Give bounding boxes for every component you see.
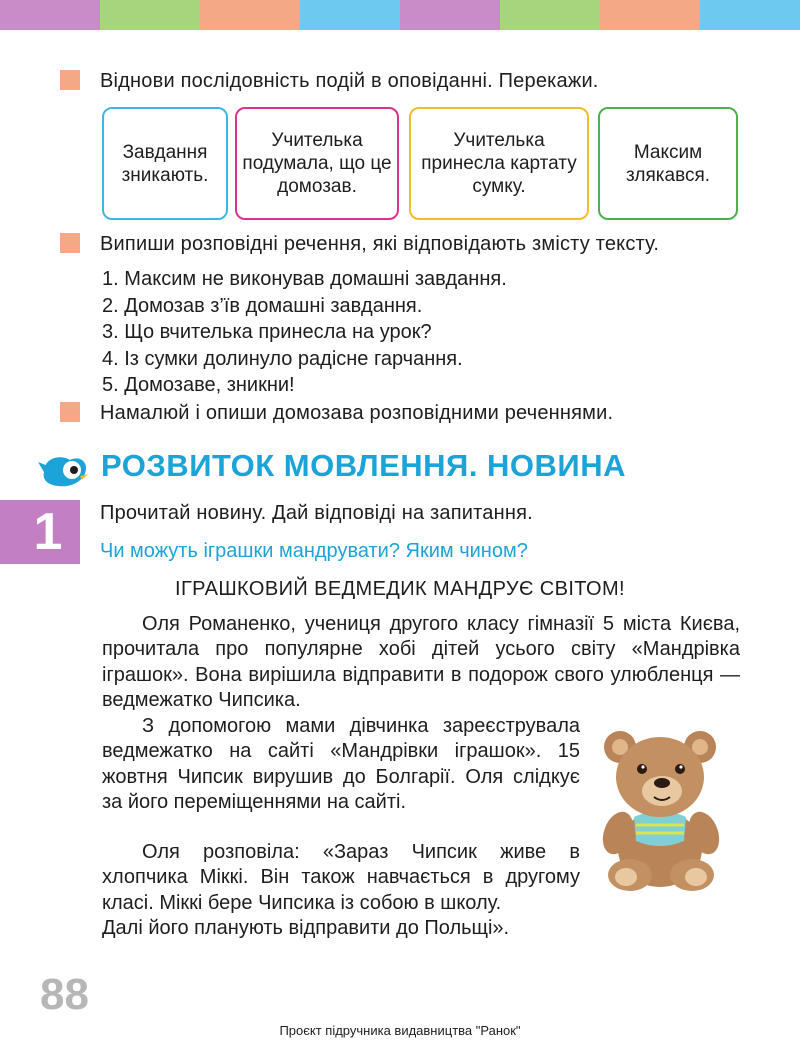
paragraph-text: Оля розповіла: «Зараз Чипсик живе в хлопчика Міккі. Він також навчається в другому класі. Міккі бере Чипсика із собою в школу.	[102, 841, 580, 914]
stripe-segment	[500, 0, 600, 30]
bird-icon	[36, 450, 88, 490]
task-1-text: Віднови послідовність подій в оповіданні. Перекажи.	[100, 70, 599, 92]
page-number: 88	[40, 970, 89, 1019]
task-3-text: Намалюй і опиши домозава розповідними реченнями.	[100, 402, 614, 424]
top-color-stripe	[0, 0, 800, 30]
teddy-bear-illustration	[596, 725, 726, 895]
task-bullet-icon	[60, 402, 80, 422]
paragraph-text: Далі його планують відправити до Польщі».	[102, 917, 510, 939]
stripe-segment	[600, 0, 700, 30]
task-2-text: Випиши розповідні речення, які відповідають змісту тексту.	[100, 233, 660, 255]
news-question: Чи можуть іграшки мандрувати? Яким чином?	[100, 540, 528, 562]
list-item: 5. Домозаве, зникни!	[102, 374, 295, 396]
sentence-list	[102, 266, 507, 399]
article-paragraph-3-end	[102, 916, 762, 941]
event-card-4: Максим злякався.	[598, 107, 738, 220]
stripe-segment	[700, 0, 800, 30]
list-item: 4. Із сумки долинуло радісне гарчання.	[102, 347, 463, 370]
article-title: ІГРАШКОВИЙ ВЕДМЕДИК МАНДРУЄ СВІТОМ!	[175, 578, 625, 600]
list-item: 3. Що вчителька принесла на урок?	[102, 321, 432, 343]
event-card-2: Учителька подумала, що це домозав.	[235, 107, 399, 220]
footer-credit: Проєкт підручника видавництва "Ранок"	[279, 1023, 521, 1038]
stripe-segment	[0, 0, 100, 30]
stripe-segment	[100, 0, 200, 30]
stripe-segment	[200, 0, 300, 30]
stripe-segment	[300, 0, 400, 30]
event-card-1: Завдання зникають.	[102, 107, 228, 220]
paragraph-text: З допомогою мами дівчинка зареєструвала ведмежатко на сайті «Мандрівки іграшок». 15 жовтня Чипсик вирушив до Болгарії. Оля слідкує за його переміщеннями на сайті.	[102, 715, 580, 813]
paragraph-text: Оля Романенко, учениця другого класу гімназії 5 міста Києва, прочитала про популярне хобі дітей усього світу «Мандрівка іграшок». Вона вирішила відправити в подорож свого улюбленця — ведмежатко Чипсика.	[102, 613, 740, 711]
article-paragraph-2	[102, 714, 580, 815]
article-paragraph-3	[102, 840, 580, 916]
task-bullet-icon	[60, 233, 80, 253]
section-heading: РОЗВИТОК МОВЛЕННЯ. НОВИНА	[101, 448, 626, 483]
stripe-segment	[400, 0, 500, 30]
list-item: 2. Домозав з’їв домашні завдання.	[102, 294, 423, 317]
list-item: 1. Максим не виконував домашні завдання.	[102, 268, 507, 290]
task-bullet-icon	[60, 70, 80, 90]
section-tab-number: 1	[0, 500, 80, 564]
news-instruction: Прочитай новину. Дай відповіді на запитання.	[100, 502, 533, 524]
event-card-3: Учителька принесла картату сумку.	[409, 107, 589, 220]
article-paragraph-1	[102, 612, 740, 713]
